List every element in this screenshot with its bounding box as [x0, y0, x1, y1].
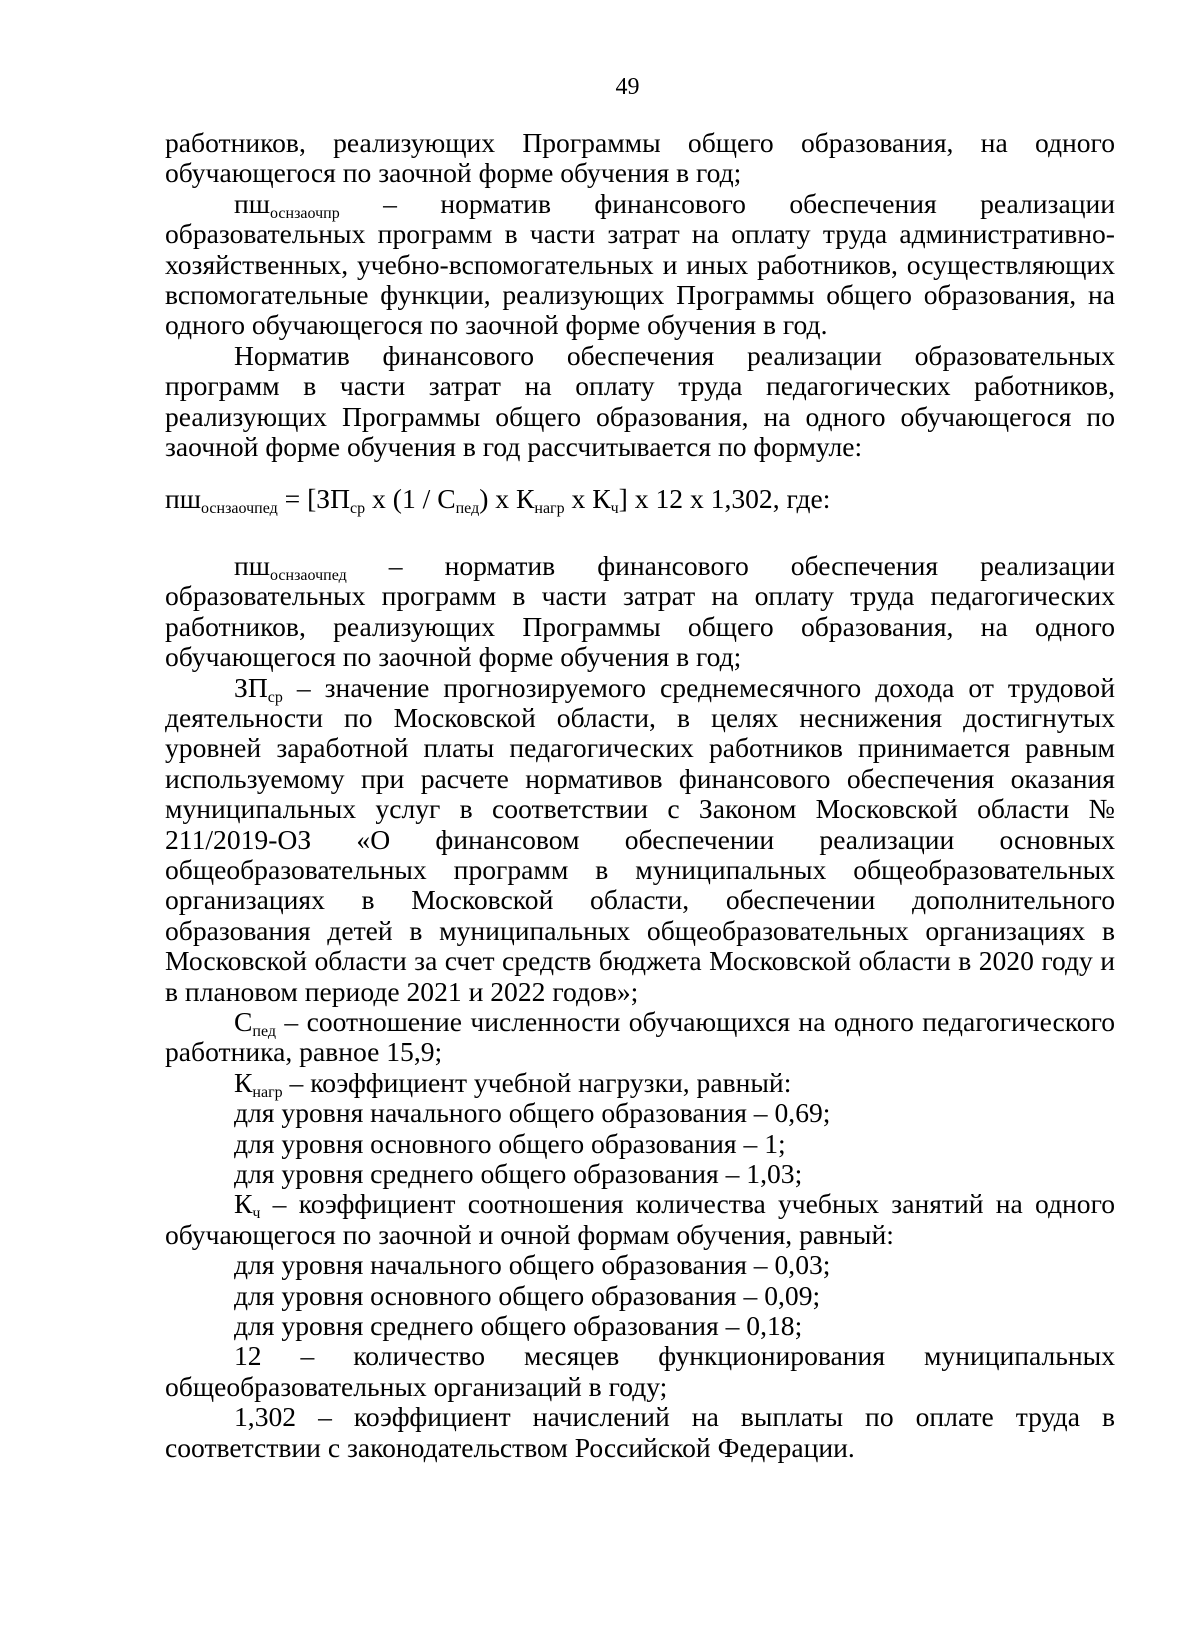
- symbol-subscript: пед: [252, 1022, 276, 1040]
- formula-part: ) х К: [479, 483, 535, 515]
- formula-subscript: ср: [350, 500, 366, 518]
- symbol-subscript: ср: [267, 688, 283, 706]
- symbol-subscript: оснзаочпед: [270, 566, 347, 584]
- list-item: для уровня среднего общего образования – 1,03;: [234, 1158, 803, 1189]
- symbol: К: [234, 1066, 253, 1098]
- symbol: К: [234, 1188, 253, 1220]
- definition-psh-osnzaochped: [165, 551, 1115, 673]
- definition-zp-sr: [165, 673, 1115, 1007]
- definition-text: – коэффициент учебной нагрузки, равный:: [282, 1066, 792, 1098]
- definition-text: – значение прогнозируемого среднемесячного дохода от трудовой деятельности по Московской области, в целях неснижения достигнутых уровней заработной платы педагогических работников принимается равным используемому при расчете нормативов финансового обеспечения оказания муниципальных услуг в соответствии с Законом Московской области № 211/2019-ОЗ «О финансовом обеспечении реализации основных общеобразовательных программ в муниципальных общеобразовательных организациях в Московской области, обеспечении дополнительного образования детей в муниципальных общеобразовательных организациях в Московской области за счет средств бюджета Московской области в 2020 году и в плановом периоде 2021 и 2022 годов»;: [165, 671, 1115, 1007]
- formula-subscript: пед: [455, 500, 480, 518]
- k-nagr-values-list: [165, 1098, 1115, 1189]
- list-item: для уровня начального общего образования – 0,69;: [234, 1097, 831, 1129]
- list-item: для уровня основного общего образования – 1;: [234, 1127, 786, 1159]
- symbol-subscript: нагр: [252, 1083, 283, 1101]
- definition-1302-coefficient: 1,302 – коэффициент начислений на выплаты по оплате труда в соответствии с законодательством Российской Федерации.: [165, 1401, 1115, 1463]
- symbol-subscript: оснзаочпр: [270, 204, 340, 222]
- definition-text: – норматив финансового обеспечения реализации образовательных программ в части затрат на оплату труда педагогических работников, реализующих Программы общего образования, на одного обучающегося по заочной форме обучения в год;: [165, 549, 1115, 673]
- definition-12-months: 12 – количество месяцев функционирования муниципальных общеобразовательных организаций в году;: [165, 1340, 1115, 1402]
- definition-text: – соотношение численности обучающихся на одного педагогического работника, равное 15,9;: [165, 1005, 1115, 1068]
- definition-k-nagr: [165, 1066, 1115, 1101]
- formula-lhs-subscript: оснзаочпед: [201, 500, 278, 518]
- symbol-subscript: ч: [252, 1205, 261, 1223]
- formula-part: = [ЗП: [277, 483, 351, 515]
- formula-subscript: нагр: [534, 500, 565, 518]
- formula: [165, 483, 1115, 518]
- formula-lhs: пш: [165, 483, 202, 515]
- formula-subscript: ч: [610, 500, 619, 518]
- document-body: [165, 128, 1115, 1463]
- symbol: ЗП: [234, 671, 268, 703]
- definition-text: – коэффициент соотношения количества учебных занятий на одного обучающегося по заочной и очной формам обучения, равный:: [165, 1188, 1115, 1250]
- paragraph-continuation: работников, реализующих Программы общего образования, на одного обучающегося по заочной форме обучения в год;: [165, 127, 1115, 189]
- page-number: 49: [615, 74, 640, 100]
- list-item: для уровня среднего общего образования – 0,18;: [234, 1310, 803, 1342]
- formula-part: ] х 12 х 1,302, где:: [618, 483, 831, 515]
- list-item: для уровня основного общего образования – 0,09;: [234, 1279, 821, 1311]
- list-item: для уровня начального общего образования – 0,03;: [234, 1249, 831, 1281]
- formula-part: х (1 / С: [365, 483, 456, 515]
- definition-k-ch: [165, 1189, 1115, 1250]
- k-ch-values-list: [165, 1250, 1115, 1341]
- definition-c-ped: [165, 1007, 1115, 1068]
- symbol: С: [234, 1005, 253, 1037]
- formula-intro-paragraph: Норматив финансового обеспечения реализации образовательных программ в части затрат на оплату труда педагогических работников, реализующих Программы общего образования, на одного обучающегося по заочной форме обучения в год рассчитывается по формуле:: [165, 339, 1115, 463]
- definition-psh-osnzaochpr: [165, 189, 1115, 341]
- symbol: пш: [234, 549, 271, 581]
- formula-part: х К: [564, 483, 611, 515]
- definition-text: – норматив финансового обеспечения реализации образовательных программ в части затрат на оплату труда административно-хозяйственных, учебно-вспомогательных и иных работников, осуществляющих вспомогательные функции, реализующих Программы общего образования, на одного обучающегося по заочной форме обучения в год.: [165, 187, 1115, 341]
- symbol: пш: [234, 187, 271, 219]
